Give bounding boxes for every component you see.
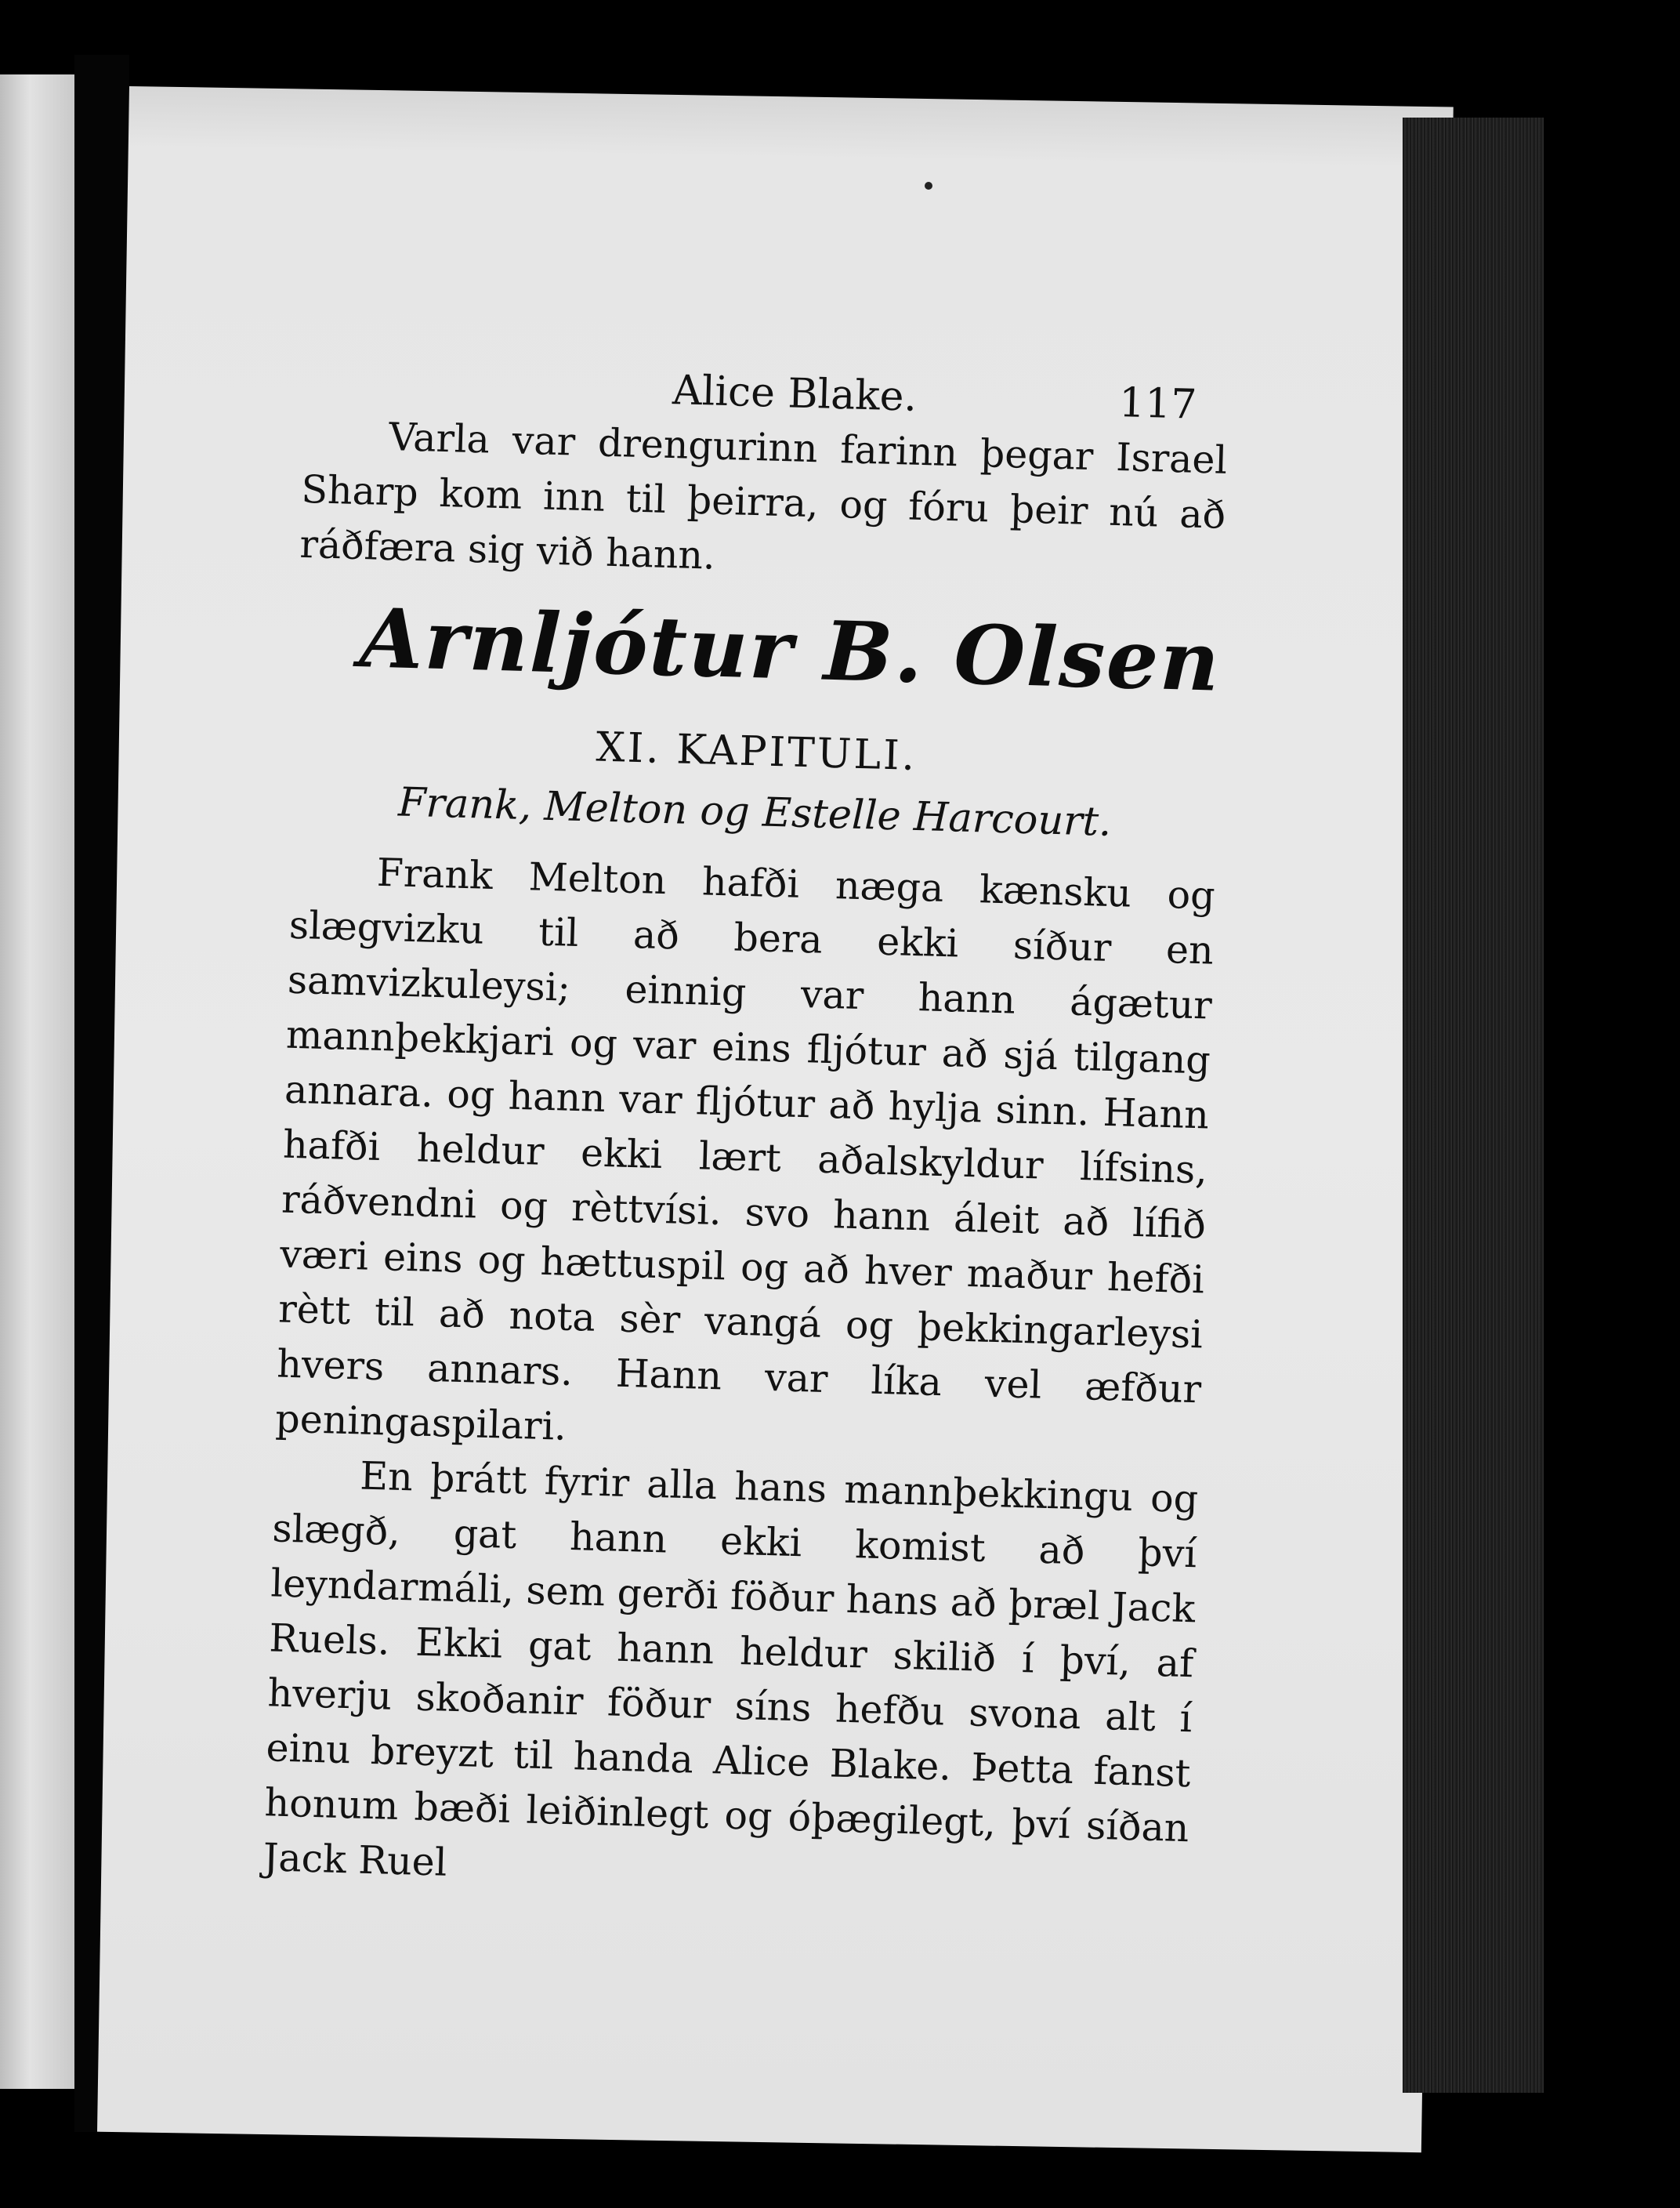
page-number: 117 bbox=[1118, 379, 1198, 429]
running-title: Alice Blake. bbox=[672, 367, 918, 421]
left-page-edge bbox=[0, 74, 74, 2089]
handwritten-signature: Arnljótur B. Olsen bbox=[358, 589, 1222, 710]
page-stack-edge bbox=[1403, 118, 1544, 2093]
ink-speck bbox=[925, 182, 932, 190]
page-content bbox=[262, 337, 1230, 1911]
chapter-heading: XI. KAPITULI. bbox=[595, 723, 918, 780]
paragraph-3: En þrátt fyrir alla hans mannþekkingu og slægð, gat hann ekki komist að því leyndarmáli, sem gerði föður hans að þræl Jack Ruels. Ekki gat hann heldur skilið í því, af hverju skoðanir föður síns hefðu svona alt í einu breyzt til handa Alice Blake. Þetta fanst honum bæði leiðinlegt og óþægilegt, því síðan Jack Ruel bbox=[262, 1453, 1199, 1885]
chapter-subtitle: Frank, Melton og Estelle Harcourt. bbox=[397, 779, 1113, 846]
paragraph-2: Frank Melton hafði næga kænsku og slægvizku til að bera ekki síður en samvizkuleysi; einnig var hann ágætur mannþekkjari og var eins fljótur að sjá tilgang annara. og hann var fljótur að hylja sinn. Hann hafði heldur ekki lært aðalskyldur lífsins, ráðvendni og rèttvísi. svo hann áleit að lífið væri eins og hættuspil og að hver maður hefði rètt til að nota sèr vangá og þekkingarleysi hvers annars. Hann var líka vel æfður peningaspilari. bbox=[274, 850, 1216, 1449]
paragraph-1: Varla var drengurinn farinn þegar Israel Sharp kom inn til þeirra, og fóru þeir nú að ráðfæra sig við hann. bbox=[299, 415, 1228, 578]
